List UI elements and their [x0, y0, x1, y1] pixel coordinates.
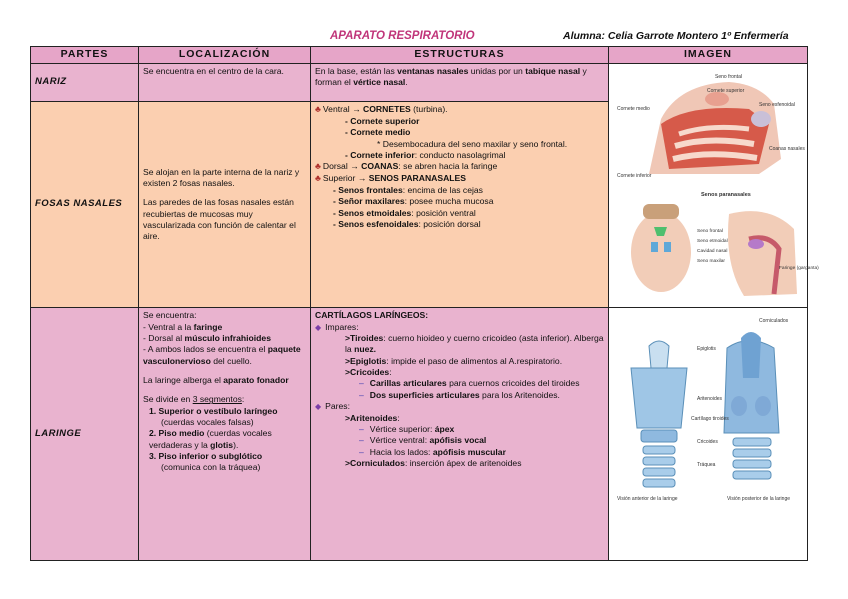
est-laringe: CARTÍLAGOS LARÍNGEOS: ◆ Impares: >Tiroides: cuerno hioideo y cuerno cricoideo (asta inferior). Alberga la nuez. >Epiglotis: impide el paso de alimentos al A.respiratorio. >Cricoides: – Carillas articulares para cuernos cricoides del tiroides – Dos superficies articulares para los Aritenoides. ◆ Pares: >Aritenoides: – Vértice superior: ápex – Vértice ventral: apófisis vocal – Hacia los lados: apófisis muscular >Corniculados: inserción ápex de aritenoides	[311, 308, 609, 560]
label-seno-esfenoidal: Seno esfenoidal	[759, 101, 795, 108]
est-nariz: En la base, están las ventanas nasales unidas por un tabique nasal y forman el vértice nasal.	[311, 63, 609, 101]
label-corniculados: Corniculados	[759, 318, 789, 325]
label-coanas-nasales: Coanas nasales	[769, 145, 805, 152]
label-traquea: Tráquea	[697, 462, 716, 469]
document-header	[0, 30, 848, 46]
sinus-title: Senos paranasales	[701, 191, 751, 198]
label-sinus-frontal: Seno frontal	[697, 228, 723, 234]
image-cell-nose	[609, 63, 819, 307]
part-nariz: NARIZ	[31, 63, 139, 101]
student-name: Alumna: Celia Garrote Montero 1º Enfermería	[563, 30, 789, 42]
label-cornete-superior: Cornete superior	[707, 87, 745, 94]
image-cell-larynx	[609, 308, 808, 560]
label-seno-frontal: Seno frontal	[715, 73, 742, 80]
loc-laringe: Se encuentra: - Ventral a la faringe - Dorsal al músculo infrahioides - A ambos lados se encuentra el paquete vasculonervioso del cuello. La laringe alberga el aparato fonador Se divide en 3 segmentos: 1. Superior o vestíbulo laríngeo (cuerdas vocales falsas) 2. Piso medio (cuerdas vocales verdaderas y la glotis). 3. Piso inferior o subglótico (comunica con la tráquea)	[139, 308, 311, 560]
label-cornete-inferior: Cornete inferior	[617, 172, 652, 179]
label-cartilago-tiroides: Cartílago tiroides	[691, 416, 729, 423]
est-fosas: ♣ Ventral → CORNETES (turbina). - Cornete superior - Cornete medio * Desembocadura del seno maxilar y seno frontal. - Cornete inferior: conducto nasolagrimal ♣ Dorsal → COANAS: se abren hacia la faringe ♣ Superior → SENOS PARANASALES - Senos frontales: encima de las cejas - Señor maxilares: posee mucha mucosa - Senos etmoidales: posición ventral - Senos esfenoidales: posición dorsal	[311, 102, 609, 308]
label-sinus-cavidad: Cavidad nasal	[697, 248, 728, 254]
col-header-estructuras: ESTRUCTURAS	[311, 47, 609, 64]
table-row-nariz	[31, 63, 808, 101]
label-sinus-etmoidal: Seno etmoidal	[697, 238, 728, 244]
label-epiglotis: Epiglotis	[697, 346, 716, 353]
loc-nariz: Se encuentra en el centro de la cara.	[139, 63, 311, 101]
col-header-localizacion: LOCALIZACIÓN	[139, 47, 311, 64]
label-cornete-medio: Cornete medio	[617, 105, 650, 112]
part-laringe: LARINGE	[31, 308, 139, 560]
respiratory-table	[30, 46, 819, 561]
table-row-laringe	[31, 308, 808, 560]
caption-anterior: Visión anterior de la laringe	[617, 496, 678, 503]
table-header-row	[31, 47, 808, 64]
label-cricoides: Cricoides	[697, 439, 718, 446]
loc-fosas: Se alojan en la parte interna de la nariz y existen 2 fosas nasales. Las paredes de las fosas nasales están recubiertas de mucosas muy vascularizada con función de calentar el aire.	[139, 102, 311, 308]
label-sinus-maxilar: Seno maxilar	[697, 258, 725, 264]
col-header-partes: PARTES	[31, 47, 139, 64]
label-aritenoides: Aritenoides	[697, 396, 723, 403]
col-header-imagen: IMAGEN	[609, 47, 808, 64]
label-sinus-faringe: Faringe (garganta)	[779, 265, 819, 271]
nose-anatomy-illustration	[609, 64, 819, 304]
part-fosas: FOSAS NASALES	[31, 102, 139, 308]
document-title: APARATO RESPIRATORIO	[330, 30, 475, 42]
larynx-anatomy-illustration	[609, 308, 807, 556]
caption-posterior: Visión posterior de la laringe	[727, 496, 791, 503]
